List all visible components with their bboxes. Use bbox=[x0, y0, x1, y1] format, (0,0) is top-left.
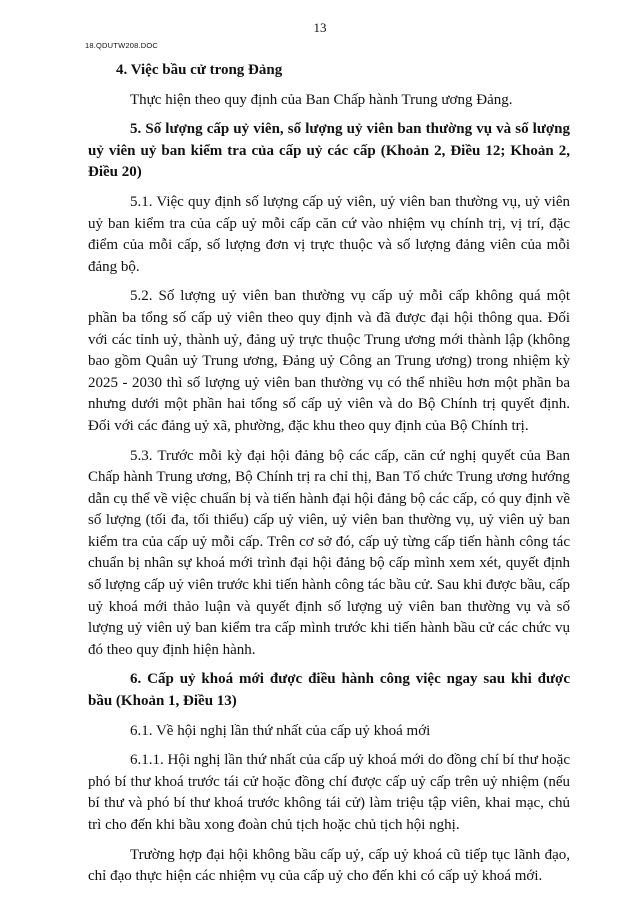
section-6-1-paragraph: 6.1. Về hội nghị lần thứ nhất của cấp uỷ khoá mới bbox=[130, 722, 431, 739]
section-5-heading: 5. Số lượng cấp uỷ viên, số lượng uỷ viên ban thường vụ và số lượng uỷ viên uỷ ban kiểm tra của cấp uỷ các cấp (Khoản 2, Điều 12; Khoản 2, Điều 20) bbox=[88, 121, 570, 181]
document-body bbox=[88, 60, 570, 896]
section-6-closing-paragraph: Trường hợp đại hội không bầu cấp uỷ, cấp uỷ khoá cũ tiếp tục lãnh đạo, chỉ đạo thực hiện các nhiệm vụ của cấp uỷ cho đến khi có cấp uỷ khoá mới. bbox=[88, 846, 570, 885]
document-reference: 18.QDUTW208.DOC bbox=[85, 41, 159, 50]
section-6-heading: 6. Cấp uỷ khoá mới được điều hành công việc ngay sau khi được bầu (Khoản 1, Điều 13) bbox=[88, 671, 570, 710]
section-6-1-1-paragraph: 6.1.1. Hội nghị lần thứ nhất của cấp uỷ khoá mới do đồng chí bí thư hoặc phó bí thư khoá trước tái cử hoặc đồng chí được cấp uỷ cấp trên uỷ nhiệm (nếu bí thư và phó bí thư khoá trước không tái cử) làm triệu tập viên, khai mạc, chủ trì cho đến khi bầu xong đoàn chủ tịch hoặc chủ tịch hội nghị. bbox=[88, 752, 570, 833]
section-5-1-paragraph: 5.1. Việc quy định số lượng cấp uỷ viên, uỷ viên ban thường vụ, uỷ viên uỷ ban kiểm tra của cấp uỷ mỗi cấp căn cứ vào nhiệm vụ chính trị, vị trí, đặc điểm của mỗi cấp, số lượng đơn vị trực thuộc và số lượng đảng viên của mỗi đảng bộ. bbox=[88, 193, 570, 275]
section-5-2-paragraph: 5.2. Số lượng uỷ viên ban thường vụ cấp uỷ mỗi cấp không quá một phần ba tổng số cấp uỷ viên theo quy định và đã được đại hội thông qua. Đối với các tỉnh uỷ, thành uỷ, đảng uỷ trực thuộc Trung ương mới thành lập (không bao gồm Quân uỷ Trung ương, Đảng uỷ Công an Trung ương) trong nhiệm kỳ 2025 - 2030 thì số lượng uỷ viên ban thường vụ có thể nhiều hơn một phần ba nhưng dưới một phần hai tổng số cấp uỷ viên và do Bộ Chính trị quyết định. Đối với các đảng uỷ xã, phường, đặc khu theo quy định của Bộ Chính trị. bbox=[88, 288, 570, 434]
section-4-heading: 4. Việc bầu cử trong Đảng bbox=[116, 62, 283, 78]
page-number: 13 bbox=[313, 20, 327, 35]
section-5-3-paragraph: 5.3. Trước mỗi kỳ đại hội đảng bộ các cấp, căn cứ nghị quyết của Ban Chấp hành Trung ương, Bộ Chính trị ra chỉ thị, Ban Tổ chức Trung ương hướng dẫn cụ thể về việc chuẩn bị và tiến hành đại hội đảng bộ các cấp, có quy định về số lượng (tối đa, tối thiểu) cấp uỷ viên, uỷ viên ban thường vụ, uỷ viên uỷ ban kiểm tra của cấp uỷ mỗi cấp. Trên cơ sở đó, cấp uỷ từng cấp tiến hành công tác chuẩn bị nhân sự khoá mới trình đại hội đảng bộ cấp mình xem xét, quyết định số lượng cấp uỷ viên trước khi tiến hành công tác bầu cử. Sau khi được bầu, cấp uỷ khoá mới thảo luận và quyết định số lượng uỷ viên ban thường vụ và số lượng uỷ viên uỷ ban kiểm tra cấp mình trước khi tiến hành bầu cử các chức vụ đó theo quy định hiện hành. bbox=[88, 447, 570, 658]
section-4-paragraph: Thực hiện theo quy định của Ban Chấp hành Trung ương Đảng. bbox=[130, 91, 513, 108]
